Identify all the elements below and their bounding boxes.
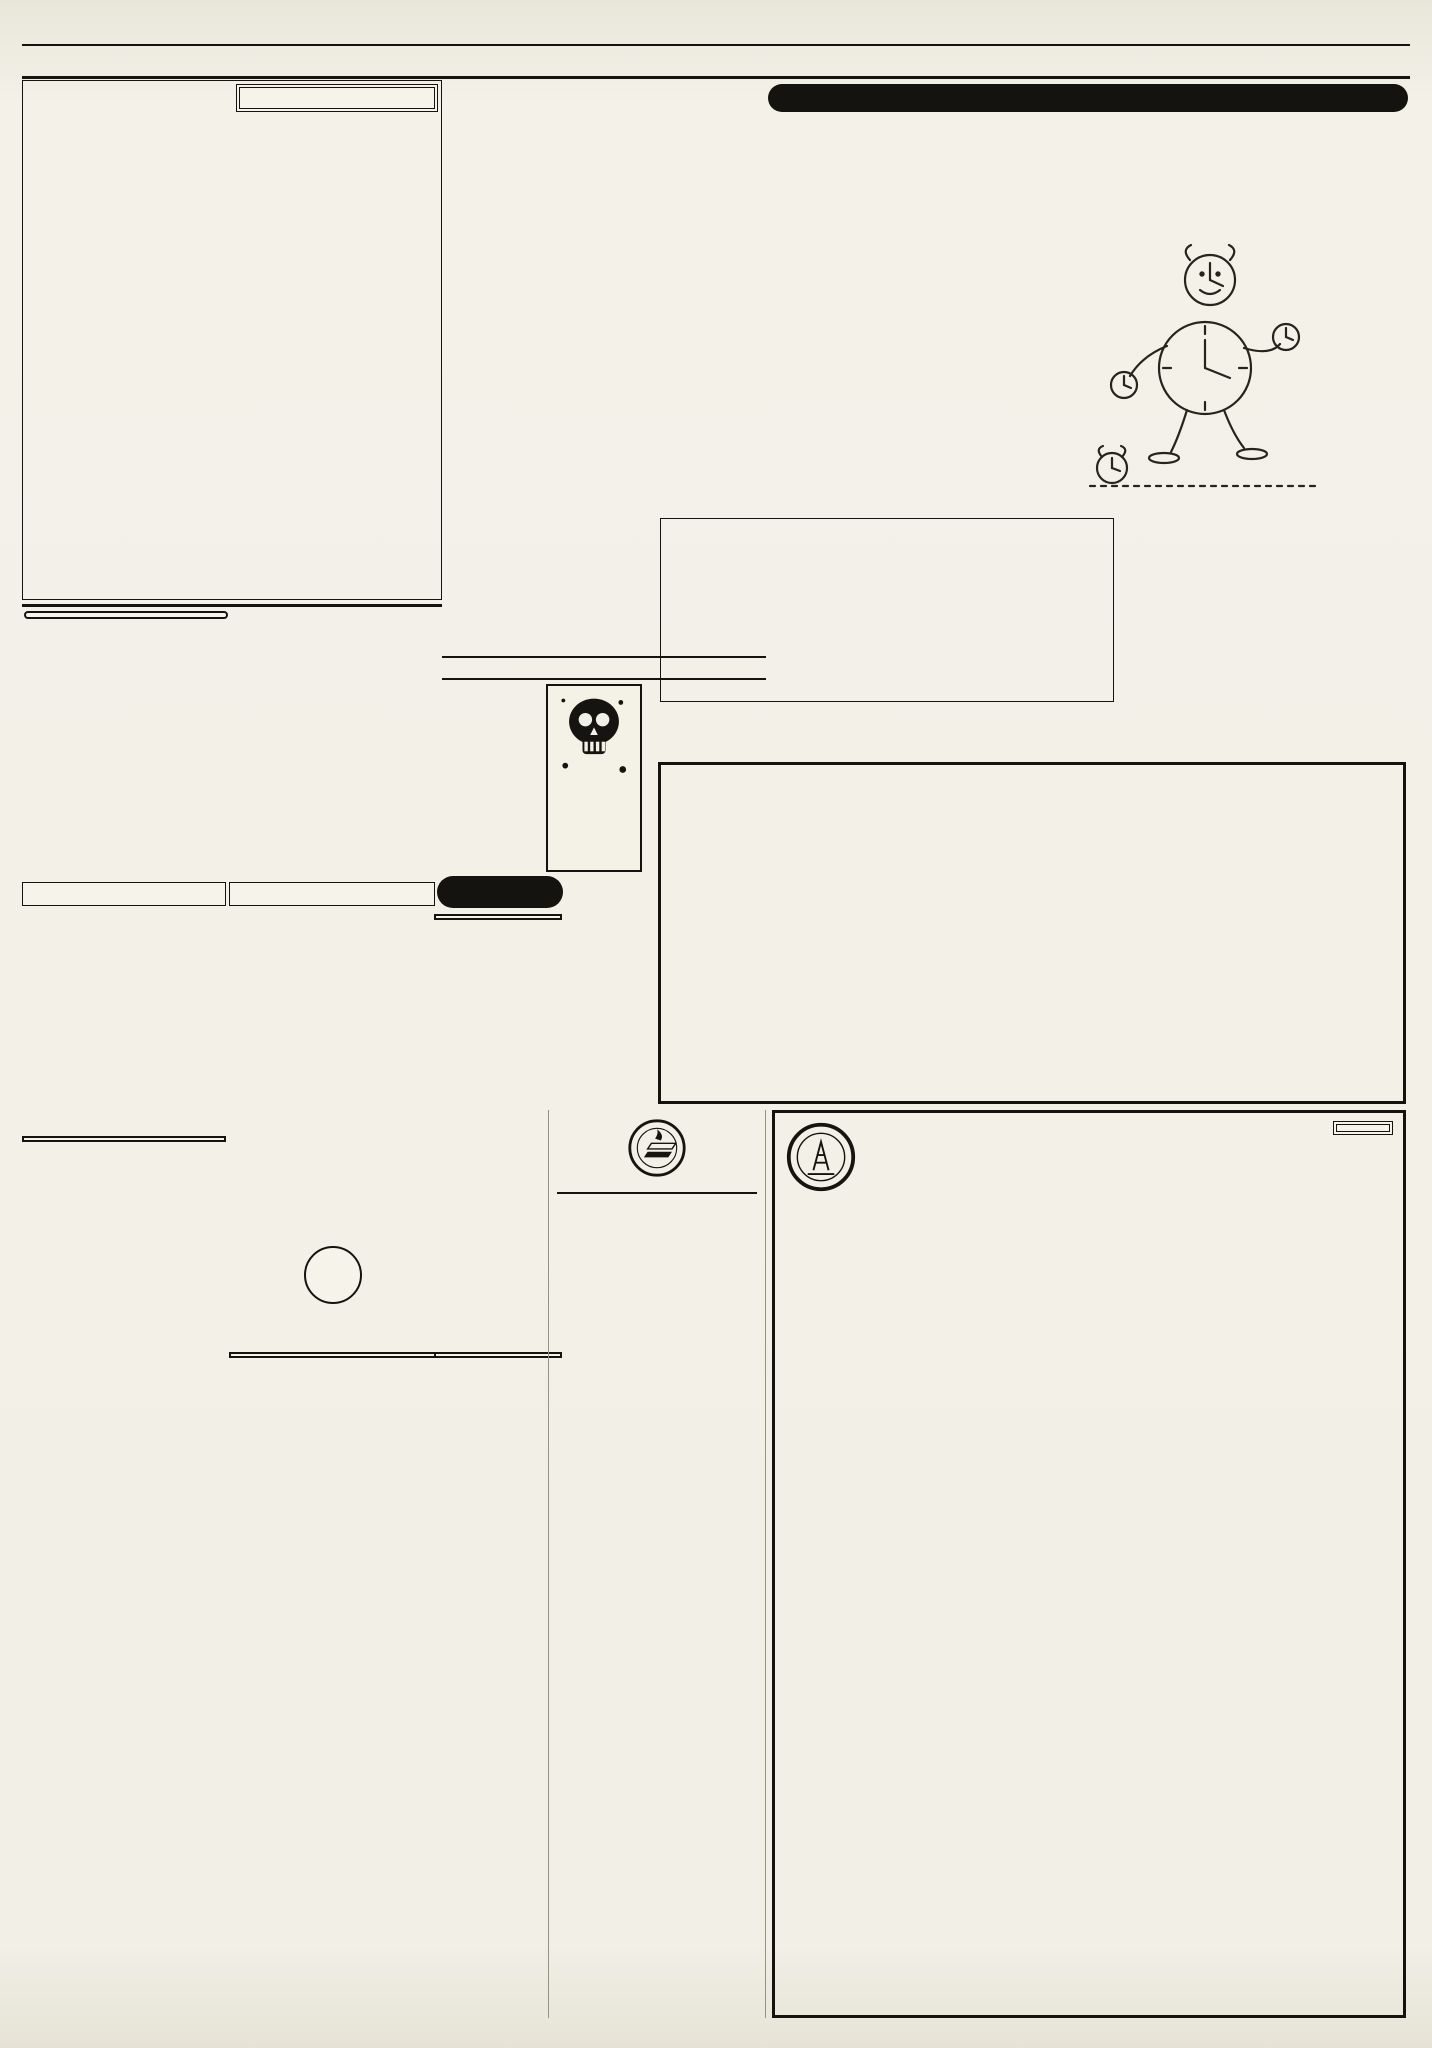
masthead-rule [22, 44, 1410, 46]
crossword-banner [437, 876, 563, 908]
steel-ad [548, 1110, 766, 2018]
oil-company-logo [785, 1121, 857, 1195]
horoscope-column-right [236, 611, 440, 624]
down-special-clues [434, 1378, 562, 2016]
horoscope-column-left [24, 611, 228, 624]
horoscope-section [22, 604, 442, 870]
across-normal-clues [229, 1378, 436, 2016]
down-normal-header [22, 1136, 226, 1142]
article-col-beside-cartoon [1344, 228, 1406, 498]
crossword-normal-strip [22, 882, 226, 906]
solutions-caption [304, 1246, 362, 1304]
oil-company-emblem-icon [785, 1121, 857, 1193]
crossword-grid [229, 914, 436, 1182]
pollution-title [442, 656, 766, 680]
article-col-main [660, 168, 1043, 514]
where-to-go-title [236, 84, 438, 112]
people-issues-headline [848, 114, 1408, 152]
section-rule [22, 76, 1410, 79]
pollution-col-left [444, 684, 540, 872]
steel-company-emblem-icon [627, 1118, 687, 1178]
people-issues-banner [768, 84, 1408, 112]
masthead [24, 14, 1408, 38]
article-strip [658, 708, 1406, 758]
pollution-poster [546, 684, 642, 872]
horoscope-columns [22, 607, 442, 628]
pollution-body [442, 684, 766, 872]
pollution-col-right [648, 684, 766, 872]
steel-ad-title [557, 1186, 757, 1194]
steel-logo [557, 1118, 757, 1178]
people-issues-kicker [1100, 152, 1400, 165]
across-special-header [434, 914, 562, 920]
where-to-go-columns [23, 81, 441, 599]
tender-title [1333, 1121, 1393, 1135]
tender-body [775, 1199, 1403, 1207]
down-special-header [434, 1352, 562, 1358]
tender-ad [772, 1110, 1406, 2018]
clock-man-cartoon [1072, 228, 1338, 498]
crossword-special-strip [229, 882, 435, 906]
article-col-top-right [1052, 168, 1406, 226]
down-normal-clues [22, 1162, 226, 2016]
previous-solutions [229, 1196, 436, 1354]
symposium-body [669, 779, 1395, 791]
article-col-under-cartoon [1120, 504, 1406, 702]
symposium-ad [658, 762, 1406, 1104]
across-special-clues [434, 942, 562, 1346]
skull-icon [551, 689, 637, 781]
across-normal-header [229, 1352, 436, 1358]
horoscope-title [24, 611, 228, 619]
where-to-go-box [22, 80, 442, 600]
continued-clues [22, 914, 226, 1132]
